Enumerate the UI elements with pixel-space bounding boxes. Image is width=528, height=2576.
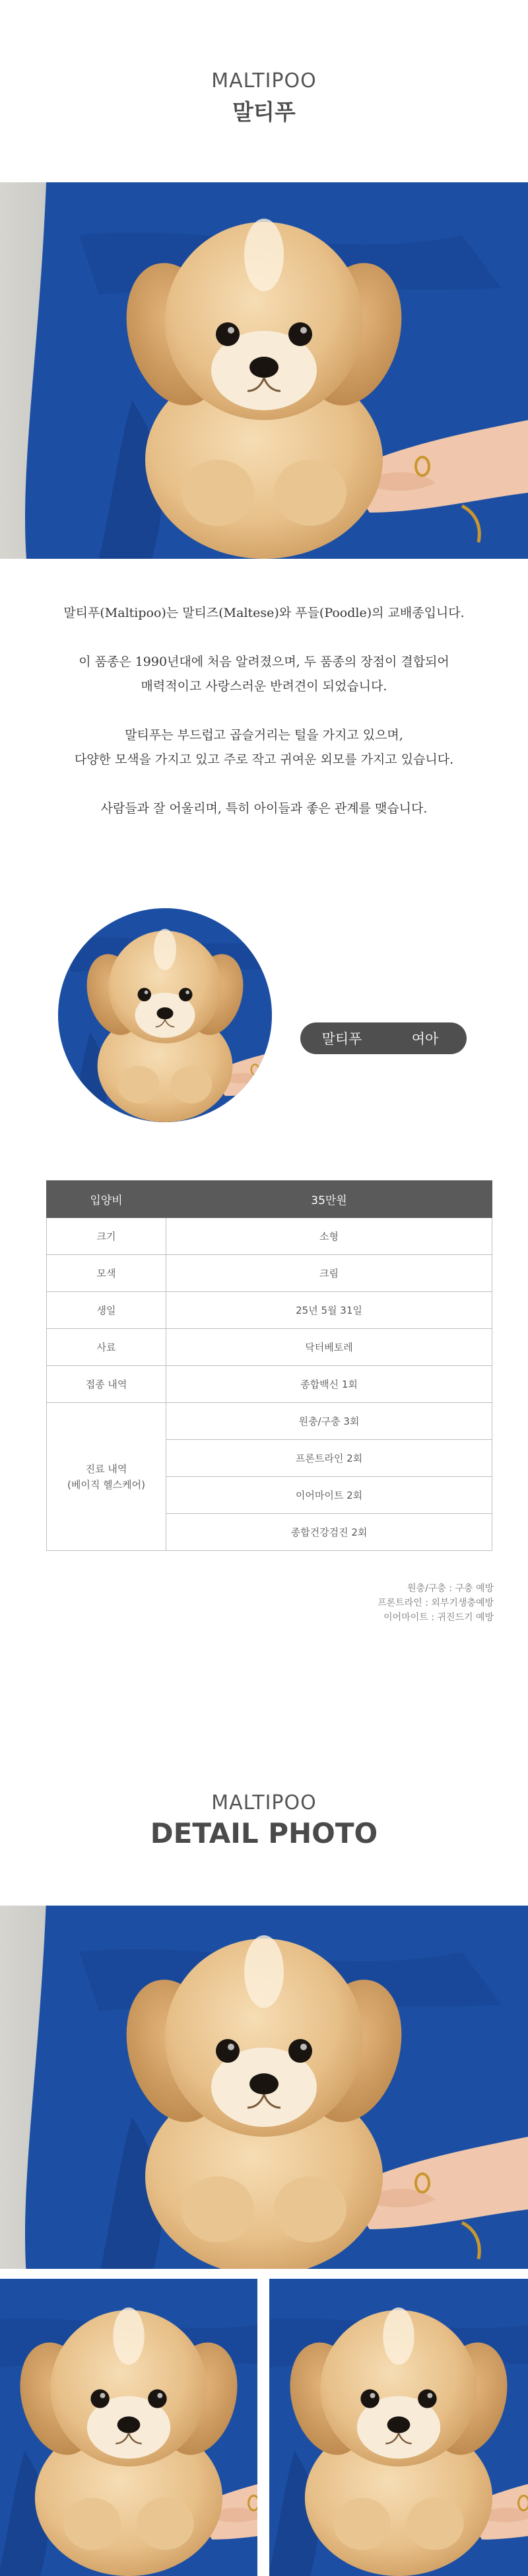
info-table (46, 1180, 492, 1551)
birthday-value: 25년 5월 31일 (166, 1292, 492, 1329)
sex-label: 여아 (411, 1031, 439, 1047)
table-row (47, 1292, 492, 1329)
birthday-label: 생일 (47, 1292, 166, 1329)
size-label: 크기 (47, 1218, 166, 1255)
adoption-fee-label: 입양비 (47, 1181, 166, 1218)
color-value: 크림 (166, 1255, 492, 1292)
description-paragraph: 사람들과 잘 어울리며, 특히 아이들과 좋은 관계를 맺습니다. (100, 801, 428, 816)
breed-label: 말티푸 (321, 1031, 362, 1047)
description-paragraph: 이 품종은 1990년대에 처음 알려졌으며, 두 품종의 장점이 결합되어 매력적이고 사랑스러운 반려견이 되었습니다. (79, 655, 449, 694)
breed-description (0, 601, 528, 845)
care-item: 이어마이트 2회 (166, 1477, 492, 1514)
detail-photo-title: DETAIL PHOTO (150, 1817, 378, 1849)
detail-photo-left (0, 2279, 257, 2576)
size-value: 소형 (166, 1218, 492, 1255)
note-line: 이어마이트 : 귀진드기 예방 (383, 1612, 494, 1623)
breed-sex-badge (300, 1022, 467, 1054)
description-paragraph: 말티푸는 부드럽고 곱슬거리는 털을 가지고 있으며, 다양한 모색을 가지고 있고 주로 작고 귀여운 외모를 가지고 있습니다. (74, 728, 454, 767)
detail-english-title: MALTIPOO (211, 1791, 317, 1814)
table-row (47, 1255, 492, 1292)
table-header-row (47, 1181, 492, 1218)
detail-photo-right (269, 2279, 528, 2576)
care-item: 종합건강검진 2회 (166, 1514, 492, 1551)
note-line: 프론트라인 : 외부기생충예방 (378, 1598, 494, 1608)
table-row (47, 1403, 492, 1440)
table-row (47, 1366, 492, 1403)
care-history-label: 진료 내역 (베이직 헬스케어) (47, 1403, 166, 1551)
care-item: 프론트라인 2회 (166, 1440, 492, 1477)
food-label: 사료 (47, 1329, 166, 1366)
breed-english-title: MALTIPOO (211, 69, 317, 92)
care-notes (378, 1581, 494, 1625)
food-value: 닥터베토레 (166, 1329, 492, 1366)
care-item: 원충/구충 3회 (166, 1403, 492, 1440)
main-dog-photo (0, 182, 528, 559)
description-paragraph: 말티푸(Maltipoo)는 말티즈(Maltese)와 푸들(Poodle)의 교배종입니다. (63, 606, 465, 620)
note-line: 원충/구충 : 구충 예방 (407, 1583, 494, 1594)
table-row (47, 1218, 492, 1255)
top-title-block (0, 69, 528, 126)
detail-photo-large (0, 1906, 528, 2269)
adoption-fee-value: 35만원 (166, 1181, 492, 1218)
vaccination-label: 접종 내역 (47, 1366, 166, 1403)
detail-title-block (0, 1791, 528, 1849)
breed-korean-title: 말티푸 (232, 99, 296, 125)
profile-circle-photo (58, 908, 272, 1122)
table-row (47, 1329, 492, 1366)
vaccination-value: 종합백신 1회 (166, 1366, 492, 1403)
color-label: 모색 (47, 1255, 166, 1292)
